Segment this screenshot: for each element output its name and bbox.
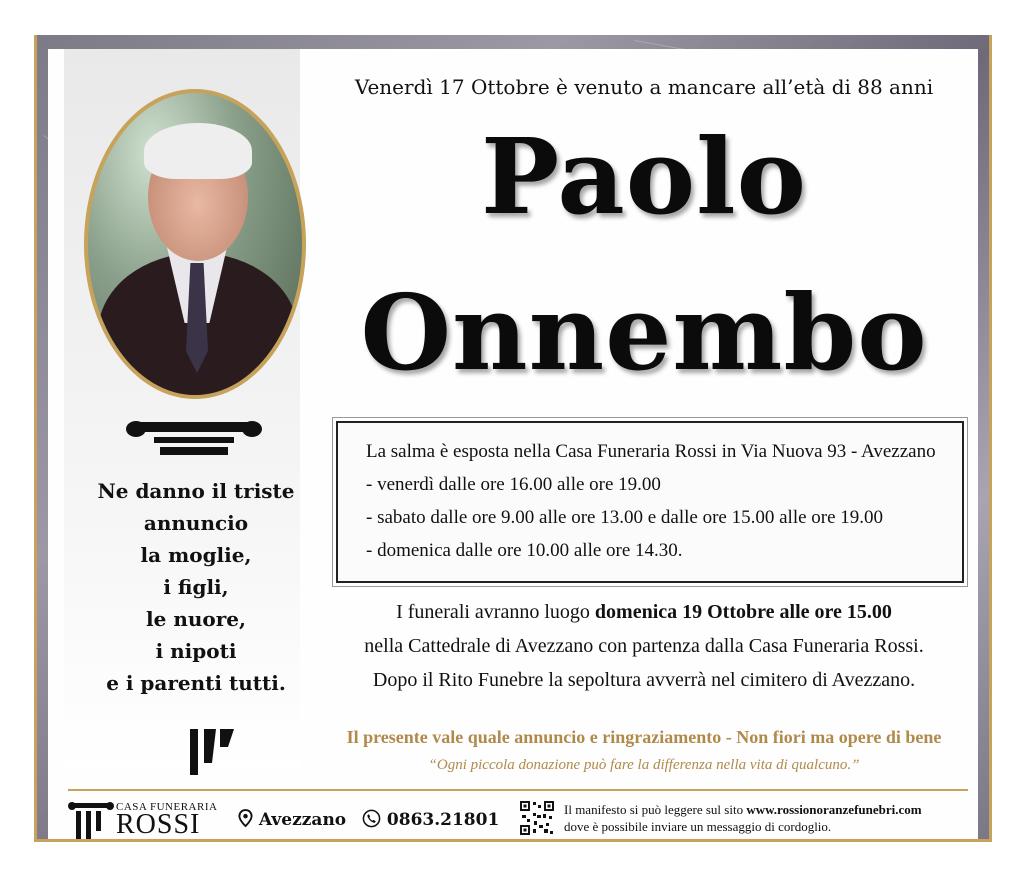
mourners-line: la moglie, — [140, 543, 252, 567]
website-info: Il manifesto si può leggere sul sito www.rossionoranzefunebri.com dove è possibile inviare un messaggio di cordoglio. — [564, 802, 922, 834]
notice-paper — [48, 49, 978, 839]
website-link[interactable]: www.rossionoranzefunebri.com — [746, 802, 922, 817]
left-column — [64, 49, 300, 769]
mourners-text — [64, 475, 328, 699]
deceased-last-name: Onnembo — [360, 271, 928, 394]
funeral-line-2: nella Cattedrale di Avezzano con partenza dalla Casa Funeraria Rossi. — [364, 635, 924, 657]
funeral-details — [324, 595, 964, 697]
phone-number: 0863.21801 — [386, 810, 500, 830]
announcement-note: Il presente vale quale annuncio e ringraziamento - Non fiori ma opere di bene — [346, 727, 942, 747]
funeral-line-1: I funerali avranno luogo domenica 19 Ottobre alle ore 15.00 — [396, 601, 892, 623]
viewing-line: - venerdì dalle ore 16.00 alle ore 19.00 — [366, 474, 661, 495]
funeral-line-3: Dopo il Rito Funebre la sepoltura avverrà nel cimitero di Avezzano. — [372, 669, 916, 691]
location — [238, 809, 346, 830]
death-date-line: Venerdì 17 Ottobre è venuto a mancare all’età di 88 anni — [354, 75, 934, 99]
phone-icon — [362, 809, 381, 828]
location-pin-icon — [238, 809, 253, 828]
portrait-photo — [84, 89, 306, 399]
location-text: Avezzano — [258, 810, 347, 830]
viewing-line: - domenica dalle ore 10.00 alle ore 14.30. — [366, 540, 683, 561]
column-capital-icon — [124, 419, 264, 459]
viewing-line: La salma è esposta nella Casa Funeraria Rossi in Via Nuova 93 - Avezzano — [366, 441, 936, 462]
qr-code[interactable] — [520, 801, 554, 835]
phone — [362, 809, 499, 830]
mourners-line: i figli, — [163, 575, 229, 599]
mourners-line: e i parenti tutti. — [106, 671, 286, 695]
footer-divider — [68, 789, 968, 791]
mourners-line: annuncio — [143, 511, 249, 535]
deceased-first-name: Paolo — [480, 115, 808, 238]
funeral-home-brand — [68, 801, 218, 841]
mourners-line: Ne danno il triste — [97, 479, 295, 503]
marble-frame — [34, 35, 992, 842]
viewing-info-box — [336, 421, 964, 583]
mourners-line: i nipoti — [155, 639, 237, 663]
donation-quote: “Ogni piccola donazione può fare la differenza nella vita di qualcuno.” — [428, 757, 860, 773]
brand-column-icon — [68, 801, 114, 841]
footer — [68, 799, 968, 839]
viewing-line: - sabato dalle ore 9.00 alle ore 13.00 e dalle ore 15.00 alle ore 19.00 — [366, 507, 884, 528]
brand-subtitle: CASA FUNERARIA — [116, 801, 218, 813]
logo-mark-icon — [186, 723, 246, 775]
brand-name: ROSSI — [116, 809, 201, 840]
mourners-line: le nuore, — [146, 607, 246, 631]
